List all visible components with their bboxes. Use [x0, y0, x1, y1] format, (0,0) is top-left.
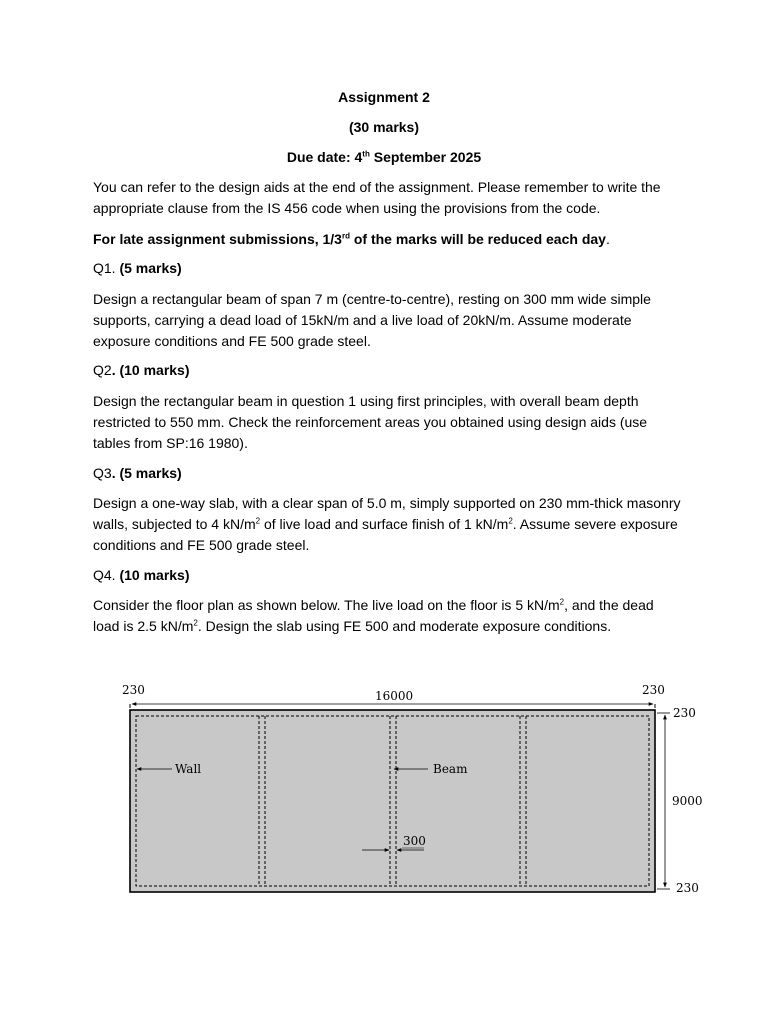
dim-total-width: 9000 [672, 794, 703, 808]
q3-text: Design a one-way slab, with a clear span of 5.0 m, simply supported on 230 mm-thick masonry walls, subjected to 4 $kN/m^2$ of live load and surface finish of 1 $kN/m^2$. Assume severe exposure conditions and FE 500 grade steel. [93, 495, 681, 553]
due-date: Due date: 4th September 2025 [286, 149, 482, 165]
wall-label: Wall [175, 762, 202, 776]
q3-heading: Q3. (5 marks) [93, 465, 182, 481]
slab-outline [130, 710, 655, 892]
q1-text: Design a rectangular beam of span 7 m (centre-to-centre), resting on 300 mm wide simple supports, carrying a dead load of 15kN/m and a live load of 20kN/m. Assume moderate exposure conditions and FE 500 grade steel. [93, 291, 651, 349]
floor-plan-figure [0, 670, 768, 910]
dim-beam-width: 300 [403, 834, 426, 848]
total-marks: (30 marks) [348, 119, 420, 135]
q1-heading: Q1. (5 marks) [93, 260, 182, 276]
beam-label: Beam [433, 762, 468, 776]
dim-top-wall: 230 [673, 706, 696, 720]
assignment-title: Assignment 2 [338, 89, 430, 105]
q2-text: Design the rectangular beam in question 1 using first principles, with overall beam depth restricted to 550 mm. Check the reinforcement areas you obtained using design aids (use tables from SP:16 1980). [93, 393, 648, 451]
q4-heading: Q4. (10 marks) [93, 567, 190, 583]
dim-left-wall: 230 [122, 683, 145, 697]
q2-heading: Q2. (10 marks) [93, 362, 190, 378]
intro-paragraph: You can refer to the design aids at the end of the assignment. Please remember to write the appropriate clause from the IS 456 code when using the provisions from the code. [93, 179, 661, 216]
q4-text: Consider the floor plan as shown below. The live load on the floor is 5 $kN/m^2$, and the dead load is 2.5 $kN/m^2$. Design the slab using FE 500 and moderate exposure conditions. [93, 597, 654, 634]
dim-right-wall: 230 [642, 683, 665, 697]
dim-bottom-wall: 230 [676, 881, 699, 895]
late-submission-notice: For late assignment submissions, 1/3rd of the marks will be reduced each day. [93, 231, 610, 247]
dim-total-length: 16000 [375, 689, 414, 703]
